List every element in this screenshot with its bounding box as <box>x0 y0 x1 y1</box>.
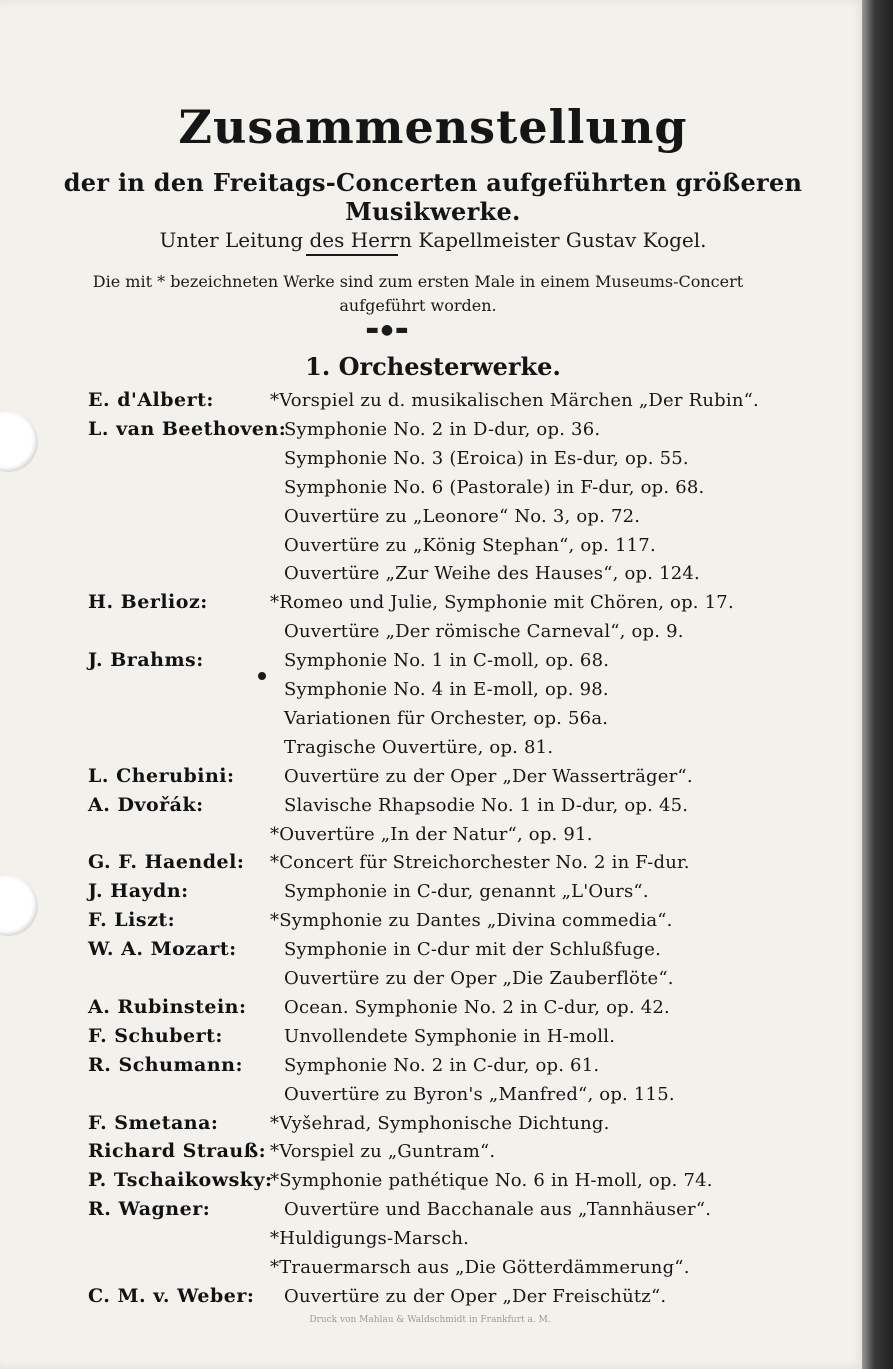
work-title: Symphonie No. 6 (Pastorale) in F-dur, op. 68. <box>284 477 705 498</box>
work-title: Symphonie No. 3 (Eroica) in Es-dur, op. 55. <box>284 448 689 469</box>
bullet-mark <box>258 672 266 680</box>
work-title: Ocean. Symphonie No. 2 in C-dur, op. 42. <box>284 997 670 1018</box>
work-title: Unvollendete Symphonie in H-moll. <box>284 1026 616 1047</box>
punch-hole <box>0 876 38 936</box>
asterisk-note: Die mit * bezeichneten Werke sind zum ersten Male in einem Museums-Concert aufgeführt worden. <box>92 272 744 315</box>
punch-hole <box>0 412 38 472</box>
work-title: *Vorspiel zu d. musikalischen Märchen „Der Rubin“. <box>270 390 759 411</box>
work-title: Symphonie No. 2 in D-dur, op. 36. <box>284 419 601 440</box>
divider-ornament: ▬●▬ <box>365 322 411 338</box>
composer-name: P. Tschaikowsky: <box>88 1169 273 1191</box>
composer-name: L. van Beethoven: <box>88 418 287 440</box>
composer-name: G. F. Haendel: <box>88 851 245 873</box>
composer-name: R. Schumann: <box>88 1054 243 1076</box>
composer-name: F. Smetana: <box>88 1112 219 1134</box>
page-title: Zusammenstellung <box>178 100 688 154</box>
work-title: Ouvertüre „Zur Weihe des Hauses“, op. 124. <box>284 563 700 584</box>
work-title: Ouvertüre zu „Leonore“ No. 3, op. 72. <box>284 506 641 527</box>
composer-name: F. Liszt: <box>88 909 176 931</box>
composer-name: A. Rubinstein: <box>88 996 247 1018</box>
composer-name: J. Brahms: <box>88 649 204 671</box>
composer-name: H. Berlioz: <box>88 591 208 613</box>
work-title: Symphonie No. 2 in C-dur, op. 61. <box>284 1055 600 1076</box>
work-title: *Vyšehrad, Symphonische Dichtung. <box>270 1113 610 1134</box>
work-title: *Ouvertüre „In der Natur“, op. 91. <box>270 824 593 845</box>
work-title: *Symphonie zu Dantes „Divina commedia“. <box>270 910 673 931</box>
work-title: Ouvertüre zu „König Stephan“, op. 117. <box>284 535 656 556</box>
work-title: Ouvertüre zu Byron's „Manfred“, op. 115. <box>284 1084 675 1105</box>
work-title: *Concert für Streichorchester No. 2 in F-dur. <box>270 852 690 873</box>
work-title: Ouvertüre und Bacchanale aus „Tannhäuser“. <box>284 1199 712 1220</box>
composer-name: C. M. v. Weber: <box>88 1285 255 1307</box>
composer-name: R. Wagner: <box>88 1198 211 1220</box>
work-title: Ouvertüre „Der römische Carneval“, op. 9. <box>284 621 684 642</box>
work-title: *Trauermarsch aus „Die Götterdämmerung“. <box>270 1257 690 1278</box>
work-title: *Vorspiel zu „Guntram“. <box>270 1141 496 1162</box>
work-title: Symphonie No. 1 in C-moll, op. 68. <box>284 650 610 671</box>
underline-rule <box>306 254 398 256</box>
work-title: Ouvertüre zu der Oper „Der Freischütz“. <box>284 1286 667 1307</box>
page-subtitle: der in den Freitags-Concerten aufgeführten größeren Musikwerke. <box>63 168 803 226</box>
work-title: Symphonie No. 4 in E-moll, op. 98. <box>284 679 609 700</box>
work-title: *Romeo und Julie, Symphonie mit Chören, op. 17. <box>270 592 734 613</box>
composer-name: W. A. Mozart: <box>88 938 237 960</box>
printer-footer: Druck von Mahlau & Waldschmidt in Frankfurt a. M. <box>309 1315 551 1325</box>
composer-name: E. d'Albert: <box>88 389 214 411</box>
conductor-line: Unter Leitung des Herrn Kapellmeister Gustav Kogel. <box>159 228 707 252</box>
work-title: Symphonie in C-dur, genannt „L'Ours“. <box>284 881 649 902</box>
composer-name: Richard Strauß: <box>88 1140 267 1162</box>
work-title: Slavische Rhapsodie No. 1 in D-dur, op. 45. <box>284 795 689 816</box>
work-title: Variationen für Orchester, op. 56a. <box>284 708 609 729</box>
composer-name: F. Schubert: <box>88 1025 223 1047</box>
work-title: Ouvertüre zu der Oper „Der Wasserträger“. <box>284 766 693 787</box>
section-title: 1. Orchesterwerke. <box>305 352 561 381</box>
work-title: *Symphonie pathétique No. 6 in H-moll, op. 74. <box>270 1170 713 1191</box>
page-edge <box>862 0 893 1369</box>
work-title: *Huldigungs-Marsch. <box>270 1228 470 1249</box>
work-title: Ouvertüre zu der Oper „Die Zauberflöte“. <box>284 968 674 989</box>
composer-name: J. Haydn: <box>88 880 189 902</box>
work-title: Symphonie in C-dur mit der Schlußfuge. <box>284 939 662 960</box>
composer-name: A. Dvořák: <box>88 794 204 816</box>
work-title: Tragische Ouvertüre, op. 81. <box>284 737 554 758</box>
composer-name: L. Cherubini: <box>88 765 235 787</box>
